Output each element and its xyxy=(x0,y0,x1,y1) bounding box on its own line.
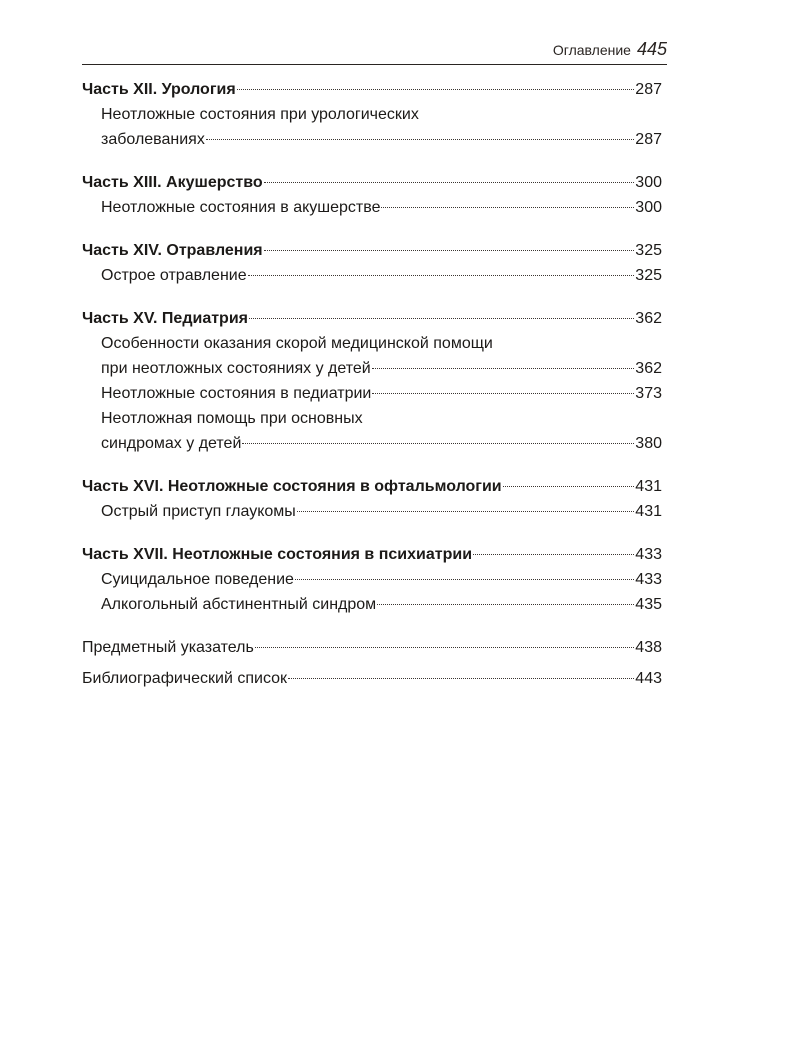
toc-part-entry[interactable] xyxy=(82,474,662,499)
toc-leader-dots xyxy=(295,579,634,580)
toc-page-number: 373 xyxy=(635,385,662,402)
toc-entry[interactable] xyxy=(82,406,662,431)
header-section-title: Оглавление xyxy=(552,42,631,58)
toc-entry-label: заболеваниях xyxy=(101,131,205,148)
toc-entry-label: при неотложных состояниях у детей xyxy=(101,360,371,377)
toc-entry-label: Неотложная помощь при основных xyxy=(101,410,363,427)
header-wrap xyxy=(553,39,667,60)
header-page-number: 445 xyxy=(636,39,667,59)
toc-entry-label: Предметный указатель xyxy=(82,639,254,656)
toc-entry-label: Часть XVII. Неотложные состояния в психиатрии xyxy=(82,546,473,563)
toc-page-number: 287 xyxy=(635,81,662,98)
toc-leader-dots xyxy=(249,318,634,319)
toc-entry[interactable] xyxy=(82,635,662,660)
toc-entry-label: Библиографический список xyxy=(82,670,288,687)
toc-page-number: 287 xyxy=(635,131,662,148)
toc-entry-label: Часть XIII. Акушерство xyxy=(82,174,263,191)
toc-page-number: 325 xyxy=(635,267,662,284)
toc-page-number: 300 xyxy=(635,199,662,216)
toc-page-number: 438 xyxy=(635,639,662,656)
toc-entry[interactable] xyxy=(82,381,662,406)
toc-page-number: 380 xyxy=(635,435,662,452)
toc-page-number: 431 xyxy=(635,478,662,495)
toc-leader-dots xyxy=(255,647,634,648)
toc-leader-dots xyxy=(264,250,635,251)
toc-entry-label: Неотложные состояния при урологических xyxy=(101,106,419,123)
toc-entry-label: Особенности оказания скорой медицинской помощи xyxy=(101,335,493,352)
running-header xyxy=(82,36,667,65)
toc-part-entry[interactable] xyxy=(82,170,662,195)
toc-entry[interactable] xyxy=(82,195,662,220)
toc-leader-dots xyxy=(381,207,634,208)
toc-page-number: 362 xyxy=(635,310,662,327)
table-of-contents xyxy=(82,77,662,691)
toc-part-entry[interactable] xyxy=(82,542,662,567)
toc-leader-dots xyxy=(297,511,635,512)
toc-entry-label: синдромах у детей xyxy=(101,435,242,452)
toc-page-number: 435 xyxy=(635,596,662,613)
toc-entry-label: Часть XIV. Отравления xyxy=(82,242,263,259)
toc-page-number: 362 xyxy=(635,360,662,377)
toc-entry-label: Неотложные состояния в акушерстве xyxy=(101,199,381,216)
toc-leader-dots xyxy=(372,393,634,394)
toc-part-entry[interactable] xyxy=(82,306,662,331)
toc-leader-dots xyxy=(242,443,634,444)
toc-leader-dots xyxy=(473,554,634,555)
toc-page-number: 300 xyxy=(635,174,662,191)
toc-leader-dots xyxy=(288,678,634,679)
toc-leader-dots xyxy=(206,139,634,140)
toc-entry[interactable] xyxy=(82,102,662,127)
toc-entry[interactable] xyxy=(82,127,662,152)
toc-leader-dots xyxy=(372,368,635,369)
toc-part-entry[interactable] xyxy=(82,77,662,102)
toc-leader-dots xyxy=(264,182,635,183)
toc-part-entry[interactable] xyxy=(82,238,662,263)
toc-entry[interactable] xyxy=(82,592,662,617)
toc-entry-label: Острое отравление xyxy=(101,267,247,284)
toc-page-number: 433 xyxy=(635,546,662,563)
toc-entry[interactable] xyxy=(82,567,662,592)
toc-page-number: 443 xyxy=(635,670,662,687)
toc-entry[interactable] xyxy=(82,499,662,524)
toc-entry[interactable] xyxy=(82,331,662,356)
toc-entry[interactable] xyxy=(82,356,662,381)
toc-page-number: 431 xyxy=(635,503,662,520)
toc-leader-dots xyxy=(248,275,635,276)
toc-entry[interactable] xyxy=(82,263,662,288)
toc-entry-label: Неотложные состояния в педиатрии xyxy=(101,385,372,402)
toc-entry-label: Суицидальное поведение xyxy=(101,571,294,588)
toc-entry-label: Часть XVI. Неотложные состояния в офтальмологии xyxy=(82,478,502,495)
toc-entry-label: Часть XV. Педиатрия xyxy=(82,310,248,327)
toc-entry-label: Часть XII. Урология xyxy=(82,81,236,98)
toc-page-number: 325 xyxy=(635,242,662,259)
toc-entry[interactable] xyxy=(82,431,662,456)
toc-entry-label: Алкогольный абстинентный синдром xyxy=(101,596,377,613)
toc-entry[interactable] xyxy=(82,666,662,691)
toc-page-number: 433 xyxy=(635,571,662,588)
toc-entry-label: Острый приступ глаукомы xyxy=(101,503,296,520)
toc-leader-dots xyxy=(237,89,635,90)
toc-leader-dots xyxy=(377,604,634,605)
toc-leader-dots xyxy=(503,486,635,487)
